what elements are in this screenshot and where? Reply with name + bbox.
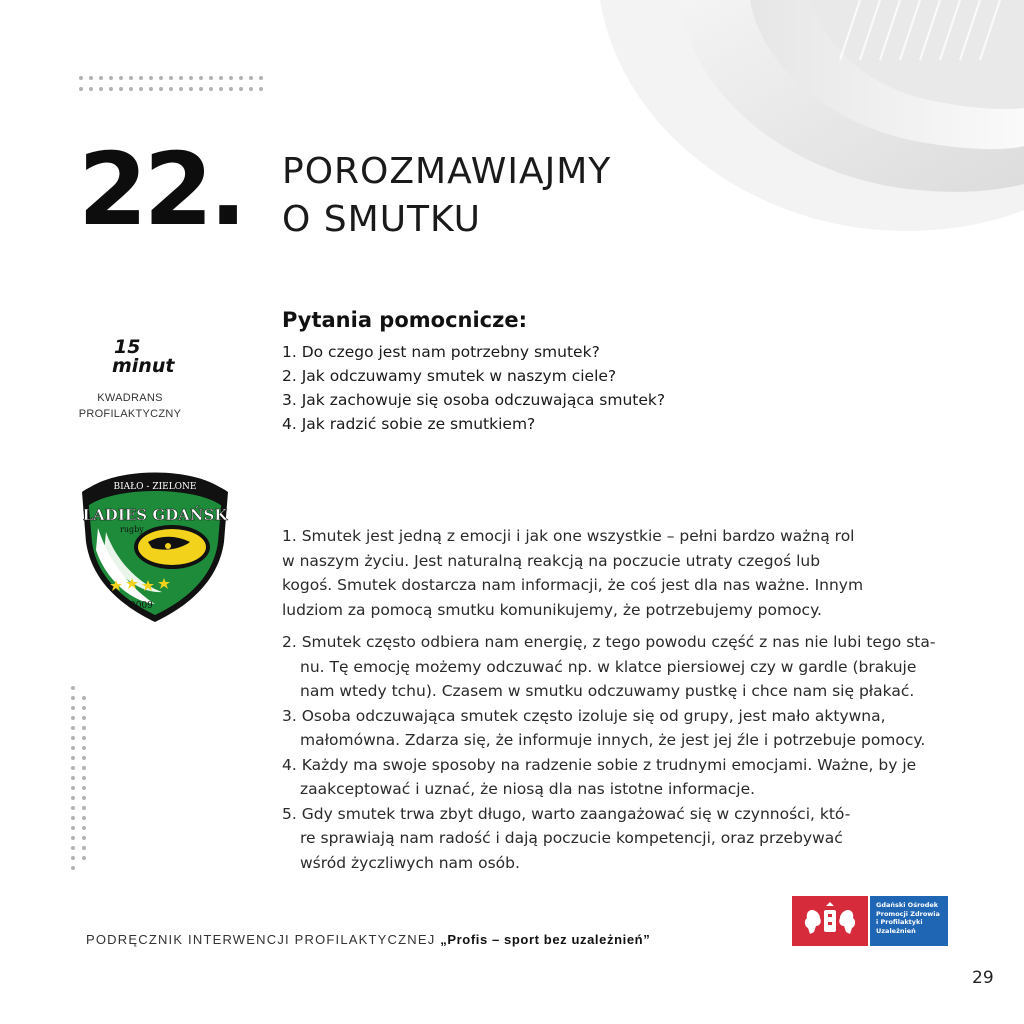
duration-minutes — [112, 338, 174, 376]
org-name-line: i Profilaktyki — [876, 918, 923, 926]
org-name — [876, 901, 946, 935]
duration-number: 15 — [114, 336, 141, 358]
decorative-swirl-graphic — [560, 0, 1024, 240]
body-line: 2. Smutek często odbiera nam energię, z tego powodu część z nas nie lubi tego sta- — [282, 633, 936, 651]
footer-prefix: PODRĘCZNIK INTERWENCJI PROFILAKTYCZNEJ — [86, 932, 441, 947]
ladies-gdansk-rugby-logo — [72, 462, 238, 624]
org-name-line: Uzależnień — [876, 926, 916, 935]
footer-publication-title — [86, 932, 650, 947]
body-line: 4. Każdy ma swoje sposoby na radzenie sobie z trudnymi emocjami. Ważne, by je — [282, 755, 917, 774]
chapter-title-line1: POROZMAWIAJMY — [282, 151, 612, 192]
body-line: w naszym życiu. Jest naturalną reakcją na poczucie utraty czegoś lub — [282, 551, 821, 570]
chapter-title — [282, 148, 611, 244]
body-line: zaakceptować i uznać, że niosą dla nas istotne informacje. — [300, 780, 756, 798]
body-line: kogoś. Smutek dostarcza nam informacji, że coś jest dla nas ważne. Innym — [282, 576, 864, 594]
logo-sub-text: rugby — [120, 525, 144, 534]
logo-top-text: BIAŁO - ZIELONE — [113, 482, 197, 492]
question-item: 4. Jak radzić sobie ze smutkiem? — [282, 415, 536, 433]
duration-caption — [60, 390, 200, 422]
body-numbered-list — [282, 630, 1022, 875]
footer-title: „Profis – sport bez uzależnień” — [440, 932, 651, 947]
body-paragraph-1 — [282, 524, 972, 622]
duration-unit: minut — [112, 355, 175, 377]
logo-year-text: 2009 — [130, 601, 153, 611]
gdansk-coat-of-arms-icon — [792, 896, 868, 946]
body-line: re sprawiają nam radość i dają poczucie kompetencji, oraz przebywać — [300, 829, 843, 847]
body-line: nam wtedy tchu). Czasem w smutku odczuwamy pustkę i chce nam się płakać. — [300, 682, 915, 700]
questions-list — [282, 340, 665, 436]
list-item — [282, 753, 1022, 802]
body-line: wśród życzliwych nam osób. — [300, 853, 520, 872]
list-item — [282, 802, 1022, 876]
question-item: 3. Jak zachowuje się osoba odczuwająca smutek? — [282, 391, 666, 409]
question-item: 2. Jak odczuwamy smutek w naszym ciele? — [282, 367, 617, 385]
dotted-pattern-left — [68, 684, 94, 874]
question-item: 1. Do czego jest nam potrzebny smutek? — [282, 343, 600, 361]
body-line: małomówna. Zdarza się, że informuje innych, że jest jej źle i potrzebuje pomocy. — [300, 731, 926, 749]
org-logo-red-panel — [792, 896, 868, 946]
dotted-pattern-top — [78, 74, 268, 94]
questions-heading: Pytania pomocnicze: — [282, 308, 527, 332]
body-line: nu. Tę emocję możemy odczuwać np. w klatce piersiowej czy w gardle (brakuje — [300, 657, 917, 676]
list-item — [282, 630, 1022, 704]
chapter-title-line2: O SMUTKU — [282, 199, 482, 240]
page-number: 29 — [972, 968, 994, 988]
org-name-line: Gdański Ośrodek — [876, 901, 939, 909]
body-line: 3. Osoba odczuwająca smutek często izoluje się od grupy, jest mało aktywna, — [282, 706, 886, 725]
body-line: 5. Gdy smutek trwa zbyt długo, warto zaangażować się w czynności, któ- — [282, 804, 851, 823]
list-item — [282, 704, 1022, 753]
chapter-number: 22. — [78, 131, 244, 248]
body-line: ludziom za pomocą smutku komunikujemy, że potrzebujemy pomocy. — [282, 600, 822, 619]
org-name-line: Promocji Zdrowia — [876, 909, 940, 918]
gdansk-health-centre-logo — [792, 896, 948, 946]
caption-line2: PROFILAKTYCZNY — [78, 408, 182, 420]
logo-name-text: LADIES GDAŃSK — [82, 506, 228, 524]
caption-line1: KWADRANS — [97, 392, 163, 404]
body-line: 1. Smutek jest jedną z emocji i jak one wszystkie – pełni bardzo ważną rol — [282, 527, 855, 545]
